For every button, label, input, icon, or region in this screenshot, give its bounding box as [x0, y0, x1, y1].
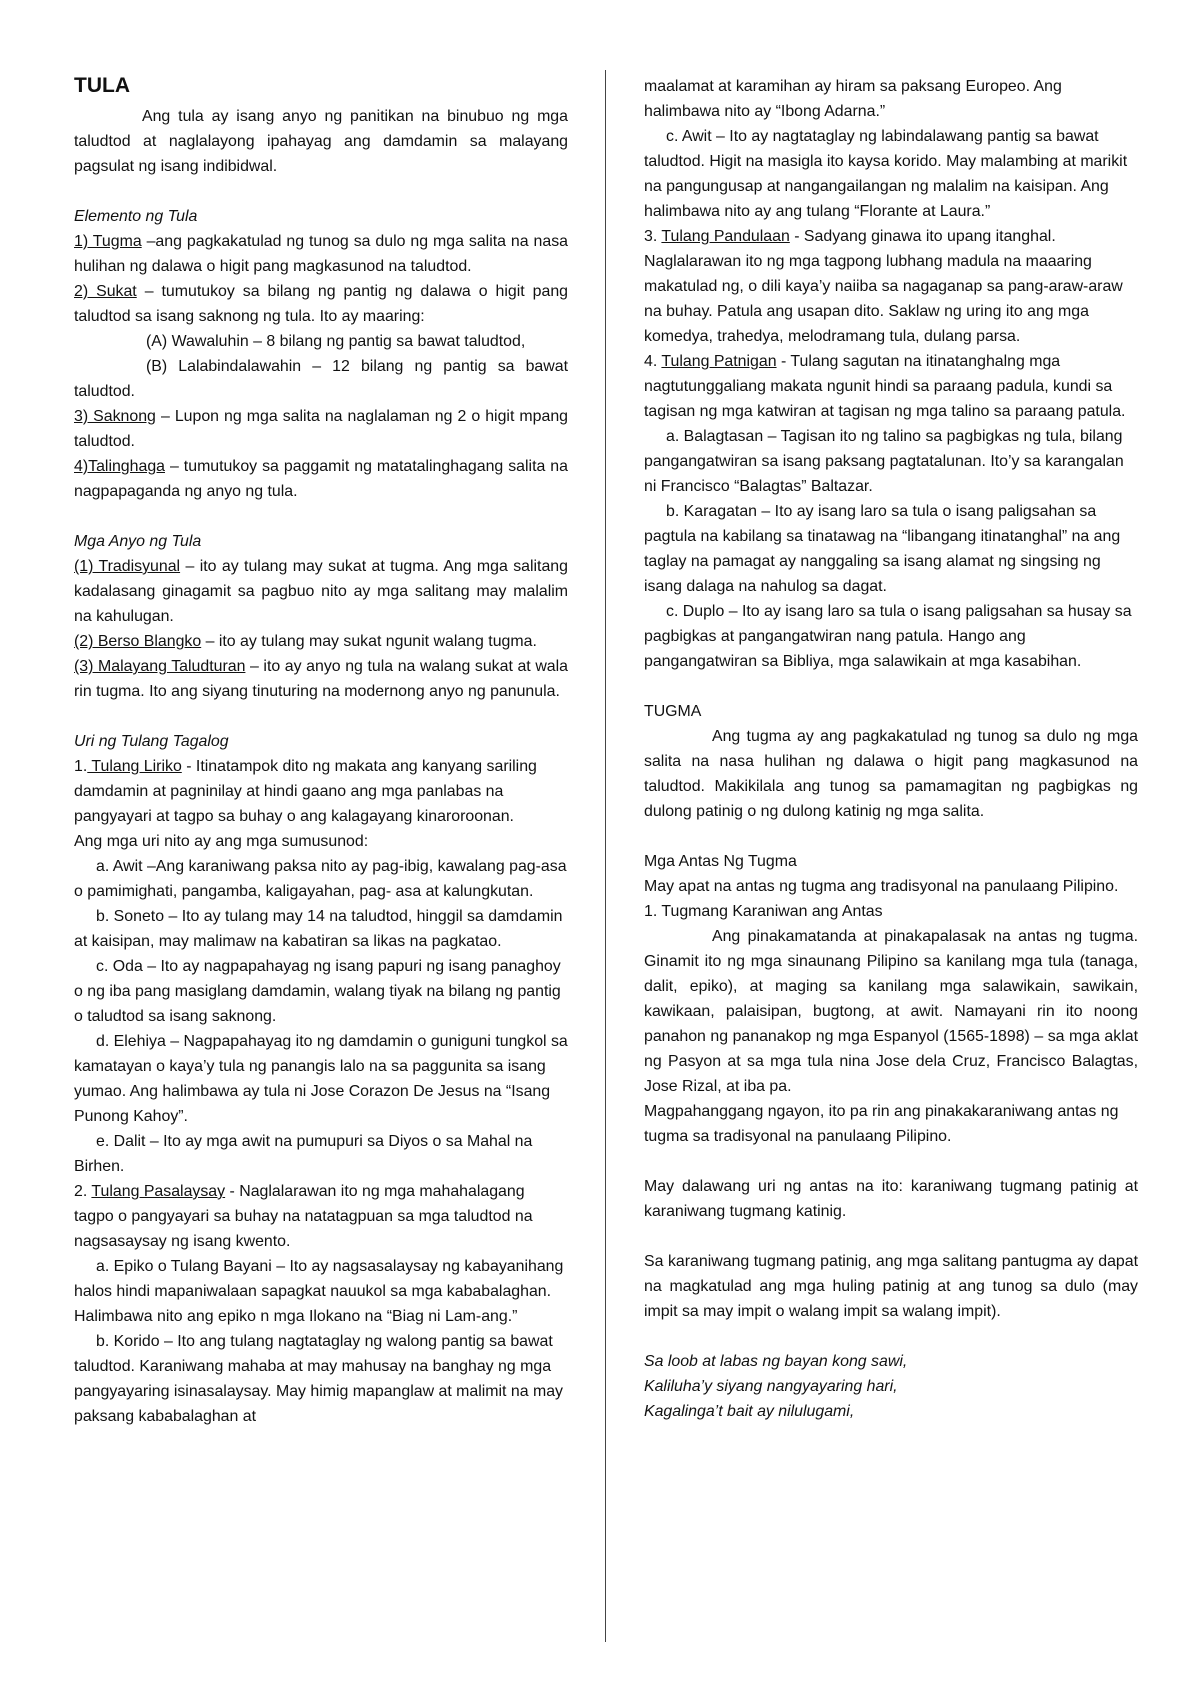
tugma-intro: Ang tugma ay ang pagkakatulad ng tunog sa dulo ng mga salita na nasa hulihan ng dalawa o higit pang magkasunod na taludtod. Makikilala ang tunog sa pamamagitan ng pagbigkas ng dulong patinig o ng dulong katinig ng mga salita.: [644, 728, 1138, 820]
page-title: TULA: [74, 74, 130, 97]
patnigan-term: Tulang Patnigan: [661, 353, 777, 370]
pandulaan-term: Tulang Pandulaan: [661, 228, 790, 245]
tugma-term: 1) Tugma: [74, 233, 142, 250]
antas-heading: Mga Antas Ng Tugma: [644, 853, 797, 870]
dalawang-uri: May dalawang uri ng antas na ito: karaniwang tugmang patinig at karaniwang tugmang katinig.: [644, 1178, 1138, 1220]
tugma-heading: TUGMA: [644, 703, 702, 720]
uri-liriko: [74, 754, 568, 829]
anyo-berso: [74, 629, 568, 654]
sukat-text: – tumutukoy sa bilang ng pantig ng dalawa o higit pang taludtod sa isang saknong ng tula. Ito ay maaring:: [74, 283, 568, 325]
liriko-term: Tulang Liriko: [87, 758, 182, 775]
liriko-b: b. Soneto – Ito ay tulang may 14 na taludtod, hinggil sa damdamin at kaisipan, may malimaw na kabatiran sa likas na pagkatao.: [74, 908, 563, 950]
liriko-c: c. Oda – Ito ay nagpapahayag ng isang papuri ng isang panaghoy o ng iba pang masiglang damdamin, walang tiyak na bilang ng pantig o taludtod sa isang saknong.: [74, 958, 561, 1025]
berso-text: – ito ay tulang may sukat ngunit walang tugma.: [201, 633, 537, 650]
malaya-text: – ito ay anyo ng tula na walang sukat at wala rin tugma. Ito ang siyang tinuturing na modernong anyo ng panunula.: [74, 658, 568, 700]
antas-intro: May apat na antas ng tugma ang tradisyonal na panulaang Pilipino.: [644, 878, 1119, 895]
talinghaga-text: – tumutukoy sa paggamit ng matatalinghagang salita na nagpapaganda ng anyo ng tula.: [74, 458, 568, 500]
sukat-a: (A) Wawaluhin – 8 bilang ng pantig sa bawat taludtod,: [146, 333, 526, 350]
anyo-heading: Mga Anyo ng Tula: [74, 533, 202, 550]
pasalaysay-term: Tulang Pasalaysay: [91, 1183, 226, 1200]
pasalaysay-text: - Naglalarawan ito ng mga mahahalagang tagpo o pangyayari sa buhay na natatagpuan sa mga taludtod na nagsasaysay ng isang kwento.: [74, 1183, 533, 1250]
verse-line-2: Kaliluha’y siyang nangyayaring hari,: [644, 1378, 898, 1395]
antas-1-heading: 1. Tugmang Karaniwan ang Antas: [644, 903, 883, 920]
elemento-sukat: [74, 279, 568, 329]
liriko-a: a. Awit –Ang karaniwang paksa nito ay pag-ibig, kawalang pag-asa o pamimighati, pangamba, kaligayahan, pag- asa at kalungkutan.: [74, 858, 567, 900]
patnigan-c: c. Duplo – Ito ay isang laro sa tula o isang paligsahan sa husay sa pagbigkas at pangangatwiran nang patula. Hango ang pangangatwiran sa Bibliya, mga salawikain at mga kasabihan.: [644, 603, 1132, 670]
saknong-text: – Lupon ng mga salita na naglalaman ng 2 o higit mpang taludtod.: [74, 408, 568, 450]
tradisyunal-text: – ito ay tulang may sukat at tugma. Ang mga salitang kadalasang ginagamit sa pagbuo nito ay mga salitang may malalim na kahulugan.: [74, 558, 568, 625]
elemento-talinghaga: [74, 454, 568, 504]
patinig-paragraph: Sa karaniwang tugmang patinig, ang mga salitang pantugma ay dapat na magkatulad ang mga huling patinig at ang tunog sa dulo (may impit sa may impit o walang impit sa walang impit).: [644, 1253, 1138, 1320]
berso-term: (2) Berso Blangko: [74, 633, 202, 650]
liriko-num: 1.: [74, 758, 88, 775]
pasalaysay-num: 2.: [74, 1183, 88, 1200]
uri-pasalaysay: [74, 1179, 568, 1254]
saknong-term: 3) Saknong: [74, 408, 156, 425]
uri-heading: Uri ng Tulang Tagalog: [74, 733, 229, 750]
verse-line-1: Sa loob at labas ng bayan kong sawi,: [644, 1353, 908, 1370]
patnigan-a: a. Balagtasan – Tagisan ito ng talino sa pagbigkas ng tula, bilang pangangatwiran sa isang paksang pagtatalunan. Ito’y sa karangalan ni Francisco “Balagtas” Baltazar.: [644, 428, 1124, 495]
uri-patnigan: [644, 349, 1138, 424]
patnigan-text: - Tulang sagutan na itinatanghalng mga nagtutunggaliang makata ngunit hindi sa paraang padula, kundi sa tagisan ng mga katwiran at tagisan ng mga talino sa paraang patula.: [644, 353, 1126, 420]
pandulaan-text: - Sadyang ginawa ito upang itanghal. Naglalarawan ito ng mga tagpong lubhang madula na maaaring makatulad ng, o dili kaya’y naiiba sa nagaganap sa pang-araw-araw na buhay. Patula ang usapan dito. Saklaw ng uring ito ang mga komedya, trahedya, melodramang tula, dulang parsa.: [644, 228, 1123, 345]
elemento-heading: Elemento ng Tula: [74, 208, 198, 225]
anyo-malaya: [74, 654, 568, 704]
patnigan-b: b. Karagatan – Ito ay isang laro sa tula o isang paligsahan sa pagtula na kabilang sa tinatawag na “libangang itinatanghal” na ang taglay na pamagat ay nanggaling sa isang alamat ng singsing ng isang dalaga na nahulog sa dagat.: [644, 503, 1121, 595]
antas-1-text: Ang pinakamatanda at pinakapalasak na antas ng tugma. Ginamit ito ng mga sinaunang Pilipino sa kanilang mga tula (tanaga, dalit, epiko), at maging sa kanilang mga salawikain, sawikain, kawikaan, palaisipan, bugtong, at awit. Namayani rin ito noong panahon ng pananakop ng mga Espanyol (1565-1898) – sa mga aklat ng Pasyon at sa mga tula nina Jose dela Cruz, Francisco Balagtas, Jose Rizal, at iba pa.: [644, 928, 1138, 1095]
anyo-tradisyunal: [74, 554, 568, 629]
malaya-term: (3) Malayang Taludturan: [74, 658, 246, 675]
uri-pandulaan: [644, 224, 1138, 349]
liriko-uri-intro: Ang mga uri nito ay ang mga sumusunod:: [74, 833, 369, 850]
korido-continuation: maalamat at karamihan ay hiram sa paksang Europeo. Ang halimbawa nito ay “Ibong Adarna.”: [644, 78, 1062, 120]
patnigan-num: 4.: [644, 353, 658, 370]
column-divider: [605, 70, 606, 1642]
tugma-text: –ang pagkakatulad ng tunog sa dulo ng mga salita na nasa hulihan ng dalawa o higit pang magkasunod na taludtod.: [74, 233, 568, 275]
pasalaysay-a: a. Epiko o Tulang Bayani – Ito ay nagsasalaysay ng kabayanihang halos hindi mapaniwalaan sapagkat nauukol sa mga kababalaghan. Halimbawa nito ang epiko n mga Ilokano na “Biag ni Lam-ang.”: [74, 1258, 564, 1325]
talinghaga-term: 4)Talinghaga: [74, 458, 165, 475]
elemento-saknong: [74, 404, 568, 454]
left-column: [74, 70, 568, 1429]
sukat-term: 2) Sukat: [74, 283, 137, 300]
liriko-d: d. Elehiya – Nagpapahayag ito ng damdamin o guniguni tungkol sa kamatayan o kaya’y tula ng panangis lalo na sa paggunita sa isang yumao. Ang halimbawa ay tula ni Jose Corazon De Jesus na “Isang Punong Kahoy”.: [74, 1033, 568, 1125]
liriko-e: e. Dalit – Ito ay mga awit na pumupuri sa Diyos o sa Mahal na Birhen.: [74, 1133, 533, 1175]
right-column: [644, 74, 1138, 1424]
tradisyunal-term: (1) Tradisyunal: [74, 558, 181, 575]
sukat-b: (B) Lalabindalawahin – 12 bilang ng pantig sa bawat taludtod.: [74, 358, 568, 400]
intro-paragraph: Ang tula ay isang anyo ng panitikan na binubuo ng mga taludtod at naglalayong ipahayag ang damdamin sa malayang pagsulat ng isang indibidwal.: [74, 108, 568, 175]
pasalaysay-c: c. Awit – Ito ay nagtataglay ng labindalawang pantig sa bawat taludtod. Higit na masigla ito kaysa korido. May malambing at marikit na pangungusap at nangangailangan ng malalim na kaisipan. Ang halimbawa nito ay ang tulang “Florante at Laura.”: [644, 128, 1128, 220]
pandulaan-num: 3.: [644, 228, 658, 245]
antas-1-text2: Magpahanggang ngayon, ito pa rin ang pinakakaraniwang antas ng tugma sa tradisyonal na panulaang Pilipino.: [644, 1103, 1119, 1145]
liriko-text: - Itinatampok dito ng makata ang kanyang sariling damdamin at pagninilay at hindi gaano ang mga panlabas na pangyayari at tagpo sa buhay o ang kalagayang kinaroroonan.: [74, 758, 537, 825]
verse-line-3: Kagalinga’t bait ay nilulugami,: [644, 1403, 855, 1420]
elemento-tugma: [74, 229, 568, 279]
pasalaysay-b: b. Korido – Ito ang tulang nagtataglay ng walong pantig sa bawat taludtod. Karaniwang mahaba at may mahusay na banghay ng mga pangyayaring isinasalaysay. May himig mapanglaw at malimit na may paksang kababalaghan at: [74, 1333, 564, 1425]
